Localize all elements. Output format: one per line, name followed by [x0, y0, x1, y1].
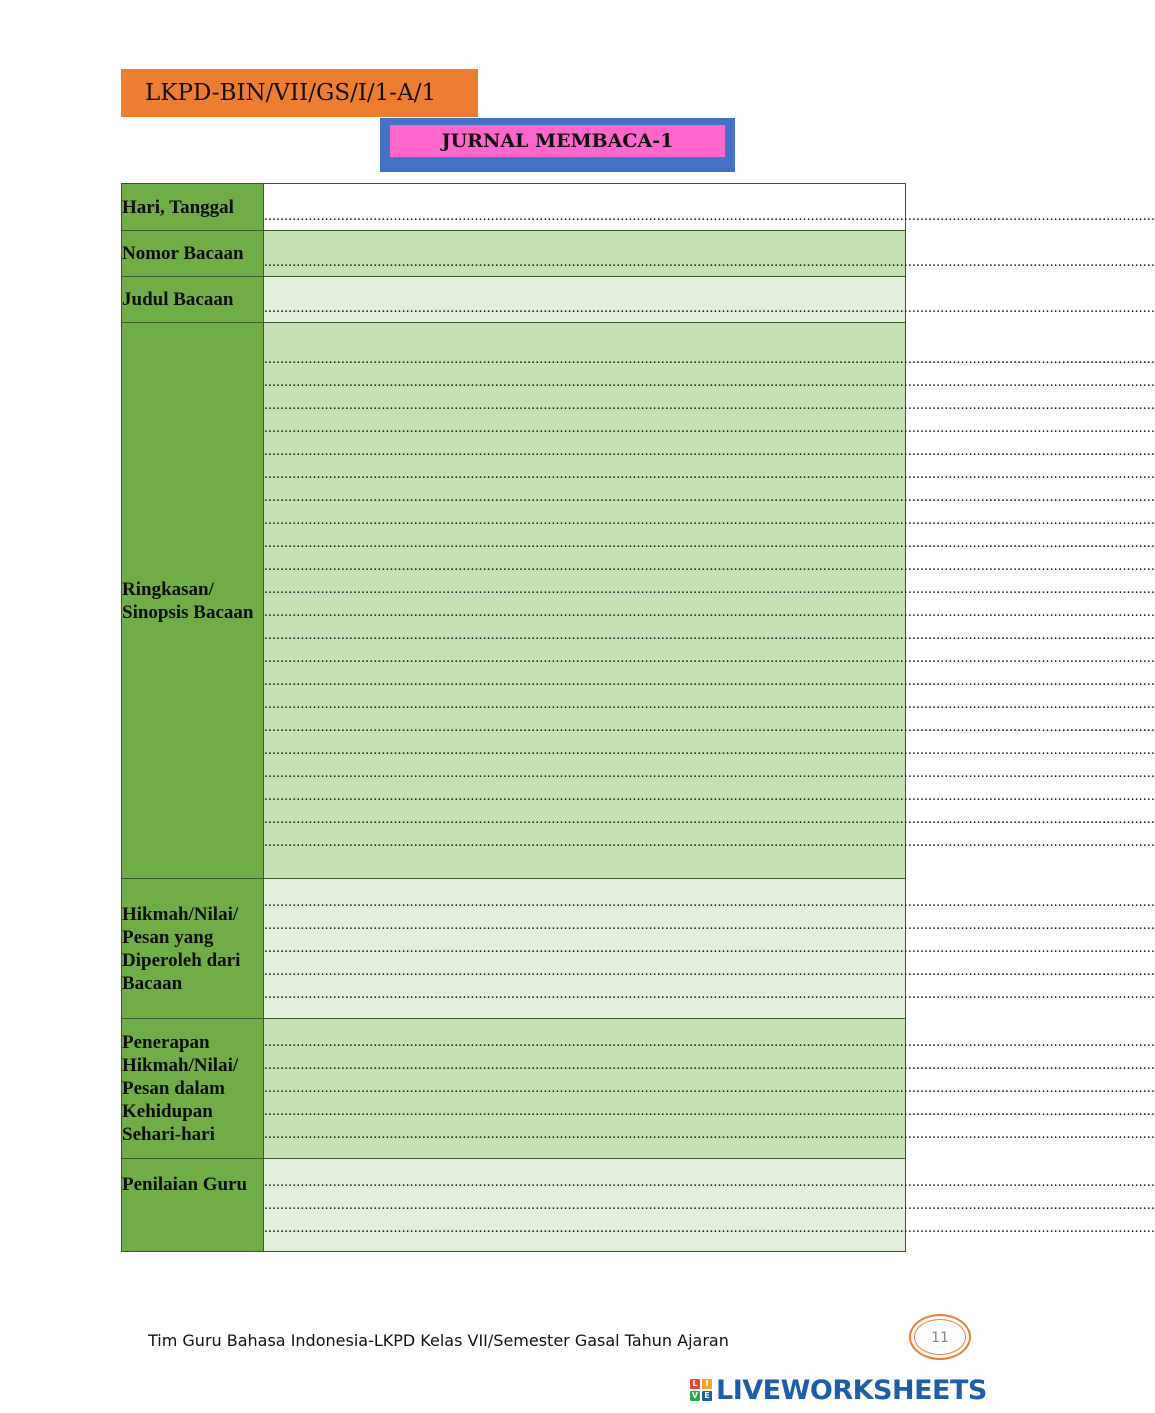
dotted-line: ............................................................................................................................................................................................................................: [264, 1080, 1155, 1096]
row-label: Hari, Tanggal: [122, 184, 264, 231]
dotted-line: ............................................................................................................................................................................................................................: [264, 300, 1155, 316]
dotted-line: ............................................................................................................................................................................................................................: [264, 963, 1155, 979]
dotted-line: ............................................................................................................................................................................................................................: [264, 442, 1155, 459]
answer-field[interactable]: [264, 323, 1155, 879]
dotted-line: ............................................................................................................................................................................................................................: [264, 986, 1155, 1002]
dotted-line: ............................................................................................................................................................................................................................: [264, 465, 1155, 482]
logo-grid-cell: V: [691, 1391, 699, 1400]
dotted-line: ............................................................................................................................................................................................................................: [264, 764, 1155, 781]
dotted-line: ............................................................................................................................................................................................................................: [264, 511, 1155, 528]
dotted-line: ............................................................................................................................................................................................................................: [264, 718, 1155, 735]
dotted-line: ............................................................................................................................................................................................................................: [264, 580, 1155, 597]
journal-row: [122, 323, 906, 879]
dotted-line: ............................................................................................................................................................................................................................: [264, 649, 1155, 666]
dotted-line: ............................................................................................................................................................................................................................: [264, 1057, 1155, 1073]
dotted-line: ............................................................................................................................................................................................................................: [264, 1034, 1155, 1050]
dotted-line: ............................................................................................................................................................................................................................: [264, 488, 1155, 505]
dotted-line: ............................................................................................................................................................................................................................: [264, 940, 1155, 956]
answer-field[interactable]: [264, 1019, 1155, 1159]
dotted-line: ............................................................................................................................................................................................................................: [264, 1173, 1155, 1190]
dotted-line: ............................................................................................................................................................................................................................: [264, 917, 1155, 933]
logo-grid-cell: I: [702, 1379, 712, 1389]
dotted-line: ............................................................................................................................................................................................................................: [264, 419, 1155, 436]
dotted-line: ............................................................................................................................................................................................................................: [264, 254, 1155, 270]
logo-grid-cell: L: [690, 1379, 700, 1389]
dotted-line: ............................................................................................................................................................................................................................: [264, 741, 1155, 758]
journal-row: [122, 879, 906, 1019]
logo-grid-icon: [690, 1379, 712, 1401]
journal-row: [122, 1019, 906, 1159]
dotted-line: ............................................................................................................................................................................................................................: [264, 208, 1155, 224]
dotted-line: ............................................................................................................................................................................................................................: [264, 534, 1155, 551]
answer-field[interactable]: [264, 184, 1155, 231]
dotted-line: ............................................................................................................................................................................................................................: [264, 396, 1155, 413]
page-number-badge: [909, 1314, 971, 1360]
worksheet-code: LKPD-BIN/VII/GS/I/1-A/1: [121, 69, 478, 117]
footer-text: Tim Guru Bahasa Indonesia-LKPD Kelas VII/Semester Gasal Tahun Ajaran: [148, 1331, 729, 1350]
dotted-line: ............................................................................................................................................................................................................................: [264, 373, 1155, 390]
journal-row: [122, 277, 906, 323]
answer-field[interactable]: [264, 277, 1155, 323]
dotted-line: ............................................................................................................................................................................................................................: [264, 626, 1155, 643]
journal-row: [122, 231, 906, 277]
page-number: 11: [914, 1319, 966, 1355]
row-label: Nomor Bacaan: [122, 231, 264, 277]
reading-journal-table: [121, 183, 1155, 1252]
dotted-line: ............................................................................................................................................................................................................................: [264, 695, 1155, 712]
logo-text: LIVEWORKSHEETS: [716, 1374, 987, 1406]
row-label: Ringkasan/ Sinopsis Bacaan: [122, 323, 264, 879]
answer-field[interactable]: [264, 231, 1155, 277]
dotted-line: ............................................................................................................................................................................................................................: [264, 1196, 1155, 1213]
dotted-line: ............................................................................................................................................................................................................................: [264, 350, 1155, 367]
page-title: JURNAL MEMBACA-1: [390, 125, 725, 157]
dotted-line: ............................................................................................................................................................................................................................: [264, 810, 1155, 827]
liveworksheets-logo: [690, 1374, 987, 1406]
row-label: Hikmah/Nilai/ Pesan yang Diperoleh dari Bacaan: [122, 879, 264, 1019]
row-label: Penerapan Hikmah/Nilai/ Pesan dalam Kehidupan Sehari-hari: [122, 1019, 264, 1159]
answer-field[interactable]: [264, 879, 1155, 1019]
answer-field[interactable]: [264, 1159, 1155, 1252]
dotted-line: ............................................................................................................................................................................................................................: [264, 833, 1155, 850]
dotted-line: ............................................................................................................................................................................................................................: [264, 1103, 1155, 1119]
dotted-line: ............................................................................................................................................................................................................................: [264, 672, 1155, 689]
dotted-line: ............................................................................................................................................................................................................................: [264, 787, 1155, 804]
dotted-line: ............................................................................................................................................................................................................................: [264, 1126, 1155, 1142]
row-label: Penilaian Guru: [122, 1159, 264, 1252]
logo-grid-cell: E: [702, 1391, 712, 1401]
journal-row: [122, 184, 906, 231]
row-label: Judul Bacaan: [122, 277, 264, 323]
journal-row: [122, 1159, 906, 1252]
dotted-line: ............................................................................................................................................................................................................................: [264, 603, 1155, 620]
dotted-line: ............................................................................................................................................................................................................................: [264, 1219, 1155, 1236]
dotted-line: ............................................................................................................................................................................................................................: [264, 894, 1155, 910]
dotted-line: ............................................................................................................................................................................................................................: [264, 557, 1155, 574]
title-banner: [380, 118, 735, 172]
